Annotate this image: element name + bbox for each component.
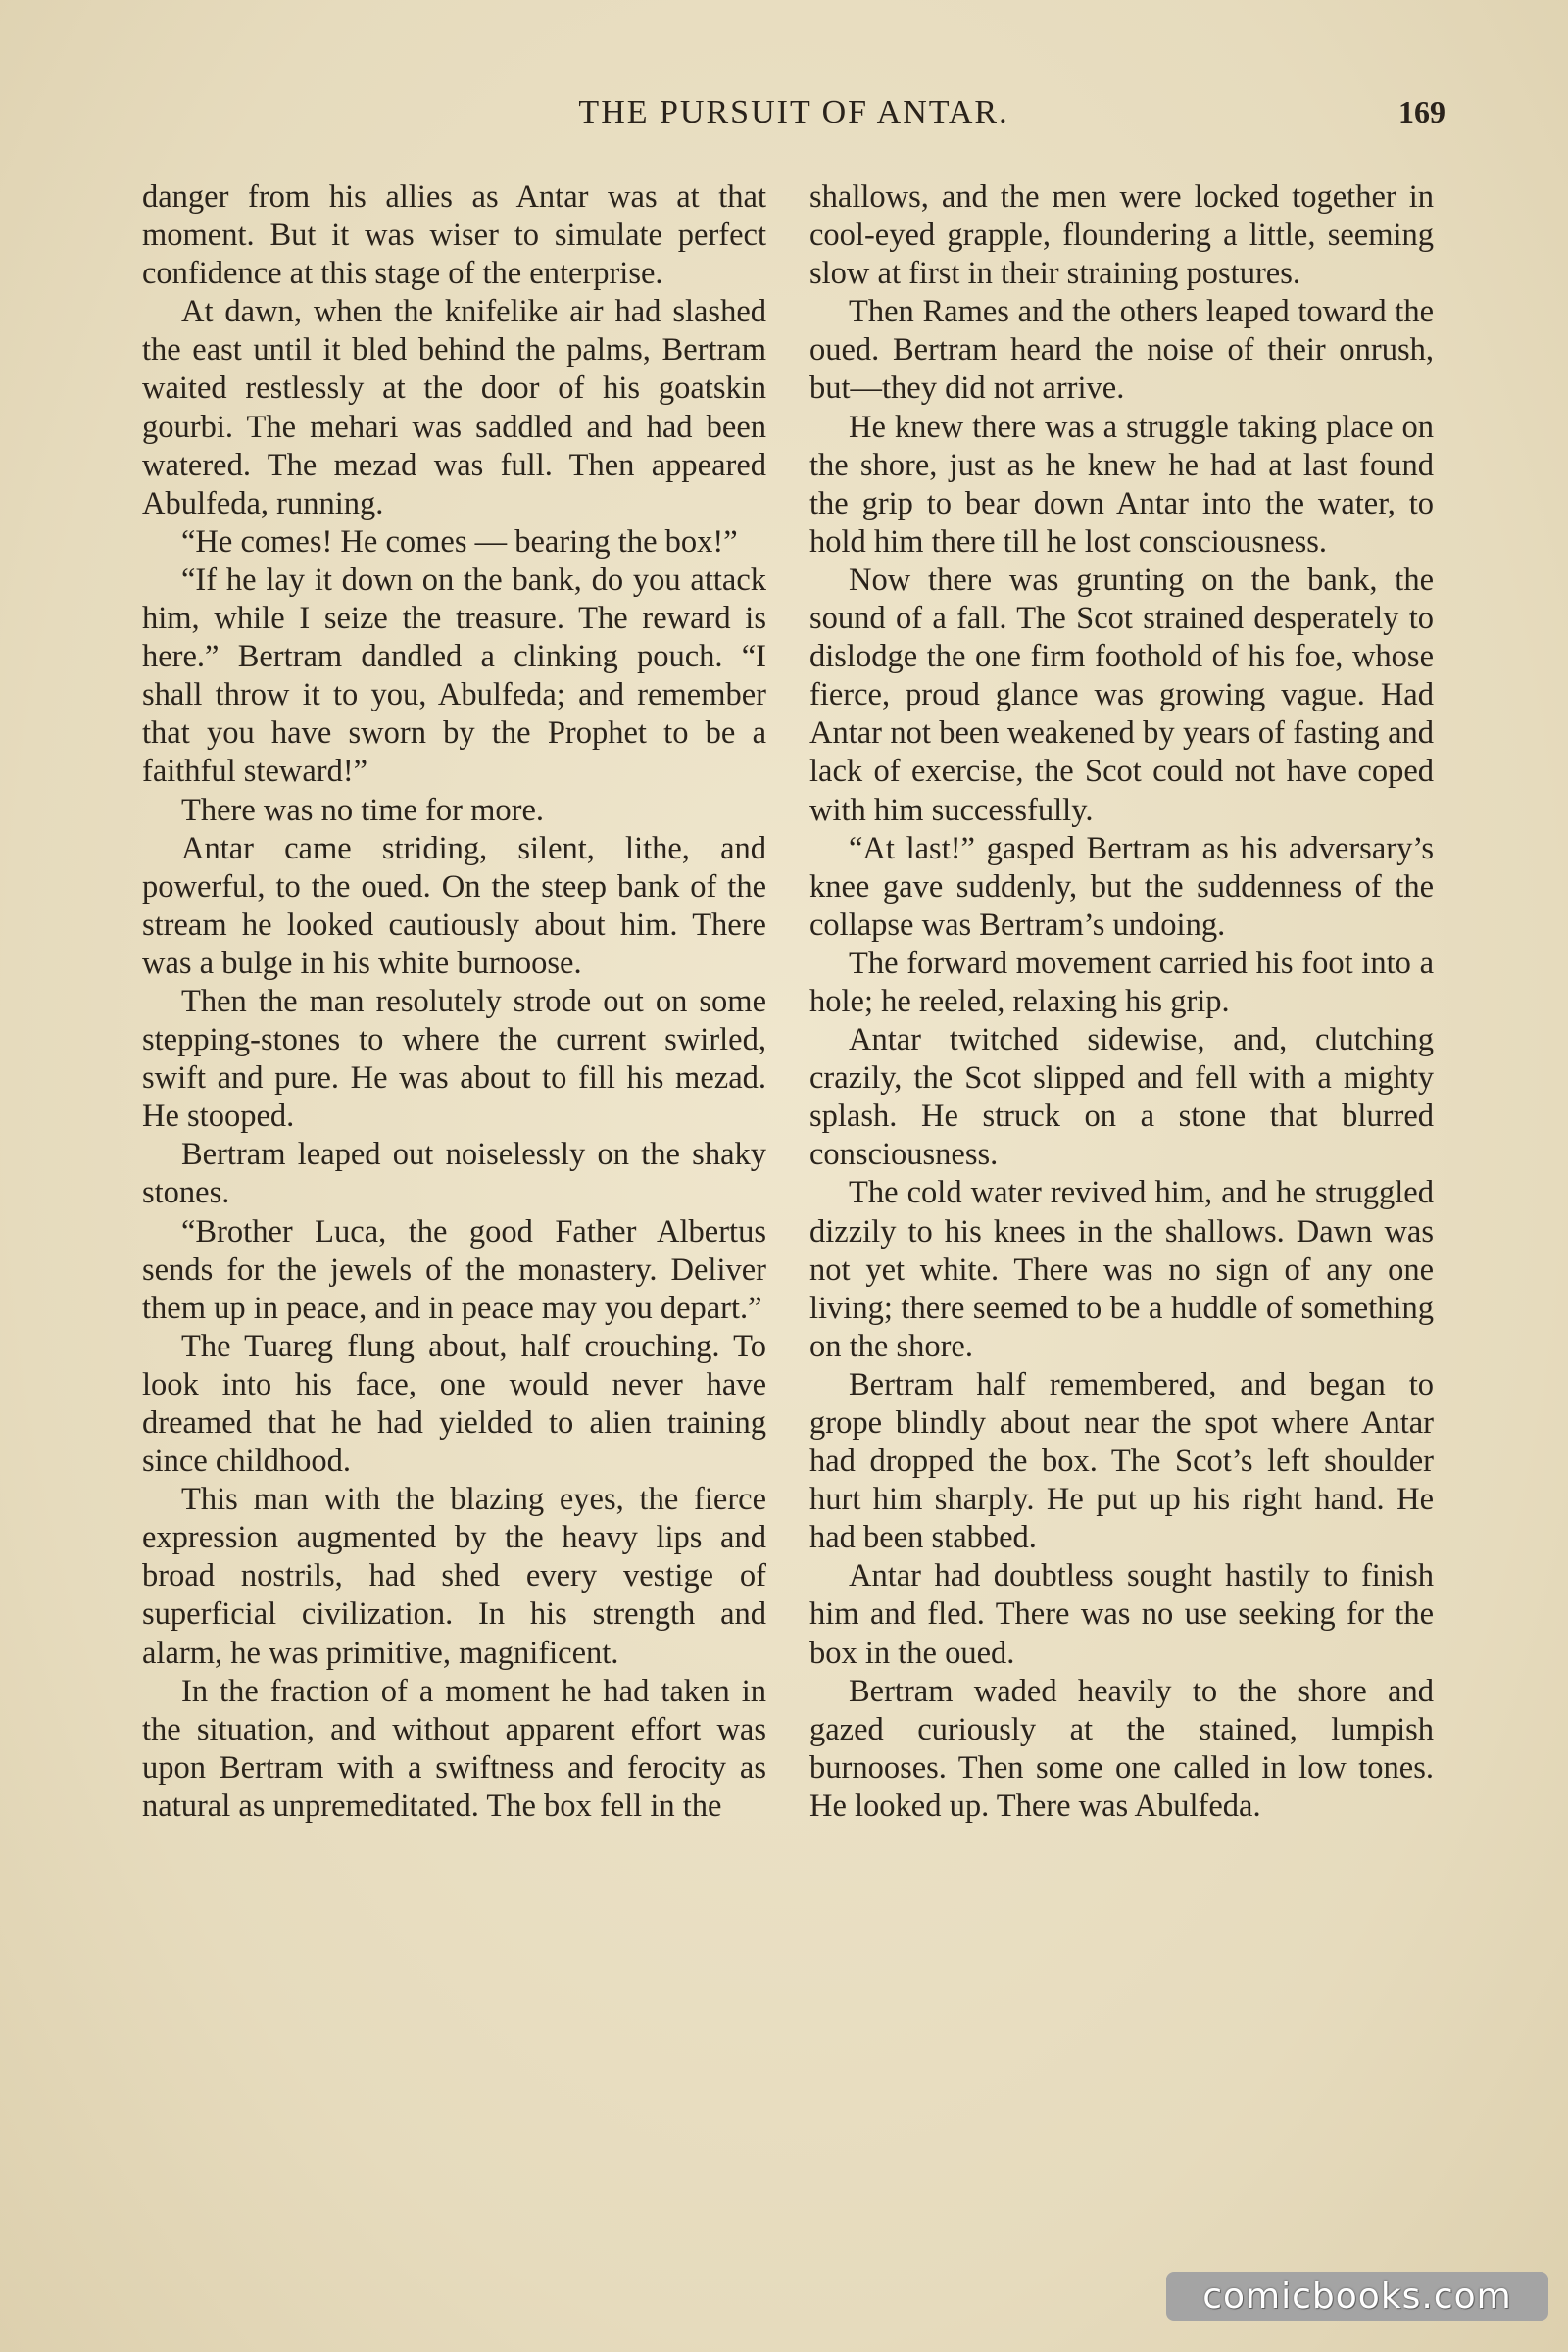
paragraph: There was no time for more. (181, 792, 545, 828)
paragraph: “He comes! He comes — bearing the box!” (181, 523, 738, 560)
paragraph: Antar came striding, silent, lithe, and powerful, to the oued. On the steep bank of the stream he looked cautiously about him. There was a bulge in his white burnoose. (142, 830, 766, 981)
paragraph: Bertram waded heavily to the shore and gazed curiously at the stained, lumpish burnooses. Then some one called in low tones. He looked up. There was Abulfeda. (809, 1673, 1434, 1824)
page-number: 169 (1398, 94, 1446, 129)
paragraph: Now there was grunting on the bank, the sound of a fall. The Scot strained desperately to dislodge the one firm foothold of his foe, whose fierce, proud glance was growing vague. Had Antar not been weakened by years of fasting and lack of exercise, the Scot could not have coped with him successfully. (809, 562, 1434, 828)
paragraph: Bertram leaped out noiselessly on the shaky stones. (142, 1137, 766, 1211)
paragraph: The cold water revived him, and he struggled dizzily to his knees in the shallows. Dawn was not yet white. There was no sign of any one living; there seemed to be a huddle of something on the shore. (809, 1175, 1434, 1364)
paragraph: The forward movement carried his foot into a hole; he reeled, relaxing his grip. (809, 945, 1434, 1019)
paragraph: Antar twitched sidewise, and, clutching crazily, the Scot slipped and fell with a mighty splash. He struck on a stone that blurred consciousness. (809, 1022, 1434, 1173)
paragraph: Bertram half remembered, and began to grope blindly about near the spot where Antar had dropped the box. The Scot’s left shoulder hurt him sharply. He put up his right hand. He had been stabbed. (809, 1366, 1434, 1556)
paragraph: shallows, and the men were locked together in cool-eyed grapple, floundering a little, seeming slow at first in their straining postures. (809, 179, 1434, 292)
text-column-right (809, 178, 1434, 1826)
paragraph: In the fraction of a moment he had taken in the situation, and without apparent effort was upon Bertram with a swiftness and ferocity as natural as unpremeditated. The box fell in the (142, 1673, 766, 1824)
text-column-left (142, 178, 766, 1826)
paragraph: This man with the blazing eyes, the fierce expression augmented by the heavy lips and broad nostrils, had shed every vestige of superficial civilization. In his strength and alarm, he was primitive, magnificent. (142, 1482, 766, 1671)
paragraph: He knew there was a struggle taking place on the shore, just as he knew he had at last found the grip to bear down Antar into the water, to hold him there till he lost consciousness. (809, 409, 1434, 560)
paragraph: danger from his allies as Antar was at that moment. But it was wiser to simulate perfect confidence at this stage of the enterprise. (142, 179, 766, 292)
paragraph: “If he lay it down on the bank, do you attack him, while I seize the treasure. The reward is here.” Bertram dandled a clinking pouch. “I shall throw it to you, Abulfeda; and remember that you have sworn by the Prophet to be a faithful steward!” (142, 562, 766, 790)
paragraph: Then the man resolutely strode out on some stepping-stones to where the current swirled, swift and pure. He was about to fill his mezad. He stooped. (142, 983, 766, 1135)
watermark: comicbooks.com (1166, 2272, 1548, 2321)
page-header (142, 94, 1446, 143)
paragraph: “Brother Luca, the good Father Albertus sends for the jewels of the monastery. Deliver them up in peace, and in peace may you depart.” (142, 1213, 766, 1326)
paragraph: Then Rames and the others leaped toward the oued. Bertram heard the noise of their onrush, but—they did not arrive. (809, 294, 1434, 407)
paragraph: Antar had doubtless sought hastily to finish him and fled. There was no use seeking for the box in the oued. (809, 1558, 1434, 1671)
paragraph: At dawn, when the knifelike air had slashed the east until it bled behind the palms, Bertram waited restlessly at the door of his goatskin gourbi. The mehari was saddled and had been watered. The mezad was full. Then appeared Abulfeda, running. (142, 294, 766, 521)
running-head: THE PURSUIT OF ANTAR. (578, 94, 1009, 130)
paragraph: The Tuareg flung about, half crouching. To look into his face, one would never have dreamed that he had yielded to alien training since childhood. (142, 1328, 766, 1480)
paragraph: “At last!” gasped Bertram as his adversary’s knee gave suddenly, but the suddenness of the collapse was Bertram’s undoing. (809, 830, 1434, 943)
